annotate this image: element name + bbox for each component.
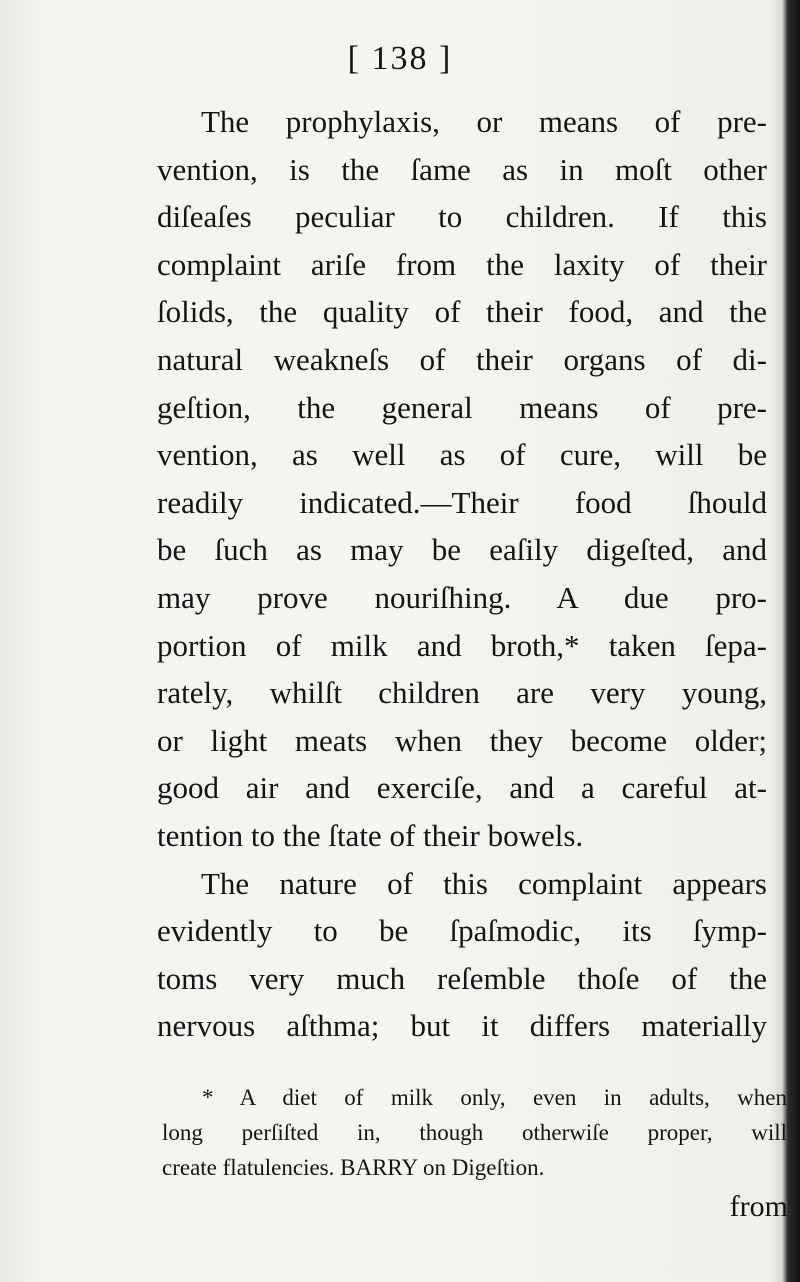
body-text [157, 98, 767, 1050]
text-line: The prophylaxis, or means of pre- [201, 104, 767, 139]
text-line: evidently to be ſpaſmodic, its ſymp- [157, 913, 767, 949]
text-line: toms very much reſemble thoſe of the [157, 960, 767, 996]
text-line: nervous aſthma; but it differs materially [157, 1008, 767, 1044]
text-line: good air and exerciſe, and a careful at- [157, 770, 767, 806]
text-line: diſeaſes peculiar to children. If this [157, 199, 767, 235]
text-line: geſtion, the general means of pre- [157, 389, 767, 425]
catchword: from [729, 1190, 788, 1223]
text-line: tention to the ſtate of their bowels. [157, 817, 584, 853]
footnote-line: create flatulencies. BARRY on Digeſtion. [162, 1155, 545, 1180]
text-line: rately, whilſt children are very young, [157, 675, 767, 711]
text-line: The nature of this complaint appears [201, 865, 767, 901]
footnote [162, 1080, 787, 1185]
text-line: vention, is the ſame as in moſt other [157, 151, 767, 187]
footnote-line: * A diet of milk only, even in adults, when [202, 1085, 787, 1110]
text-line: portion of milk and broth,* taken ſepa- [157, 627, 767, 663]
text-line: or light meats when they become older; [157, 722, 767, 758]
text-line: be ſuch as may be eaſily digeſted, and [157, 532, 767, 568]
text-line: natural weakneſs of their organs of di- [157, 341, 767, 377]
page-number: [ 138 ] [347, 40, 453, 77]
text-line: vention, as well as of cure, will be [157, 437, 767, 473]
text-line: may prove nouriſhing. A due pro- [157, 579, 767, 615]
text-line: ſolids, the quality of their food, and the [157, 294, 767, 330]
text-line: complaint ariſe from the laxity of their [157, 246, 767, 282]
text-line: readily indicated.—Their food ſhould [157, 484, 767, 520]
footnote-line: long perſiſted in, though otherwiſe proper, will [162, 1120, 787, 1145]
